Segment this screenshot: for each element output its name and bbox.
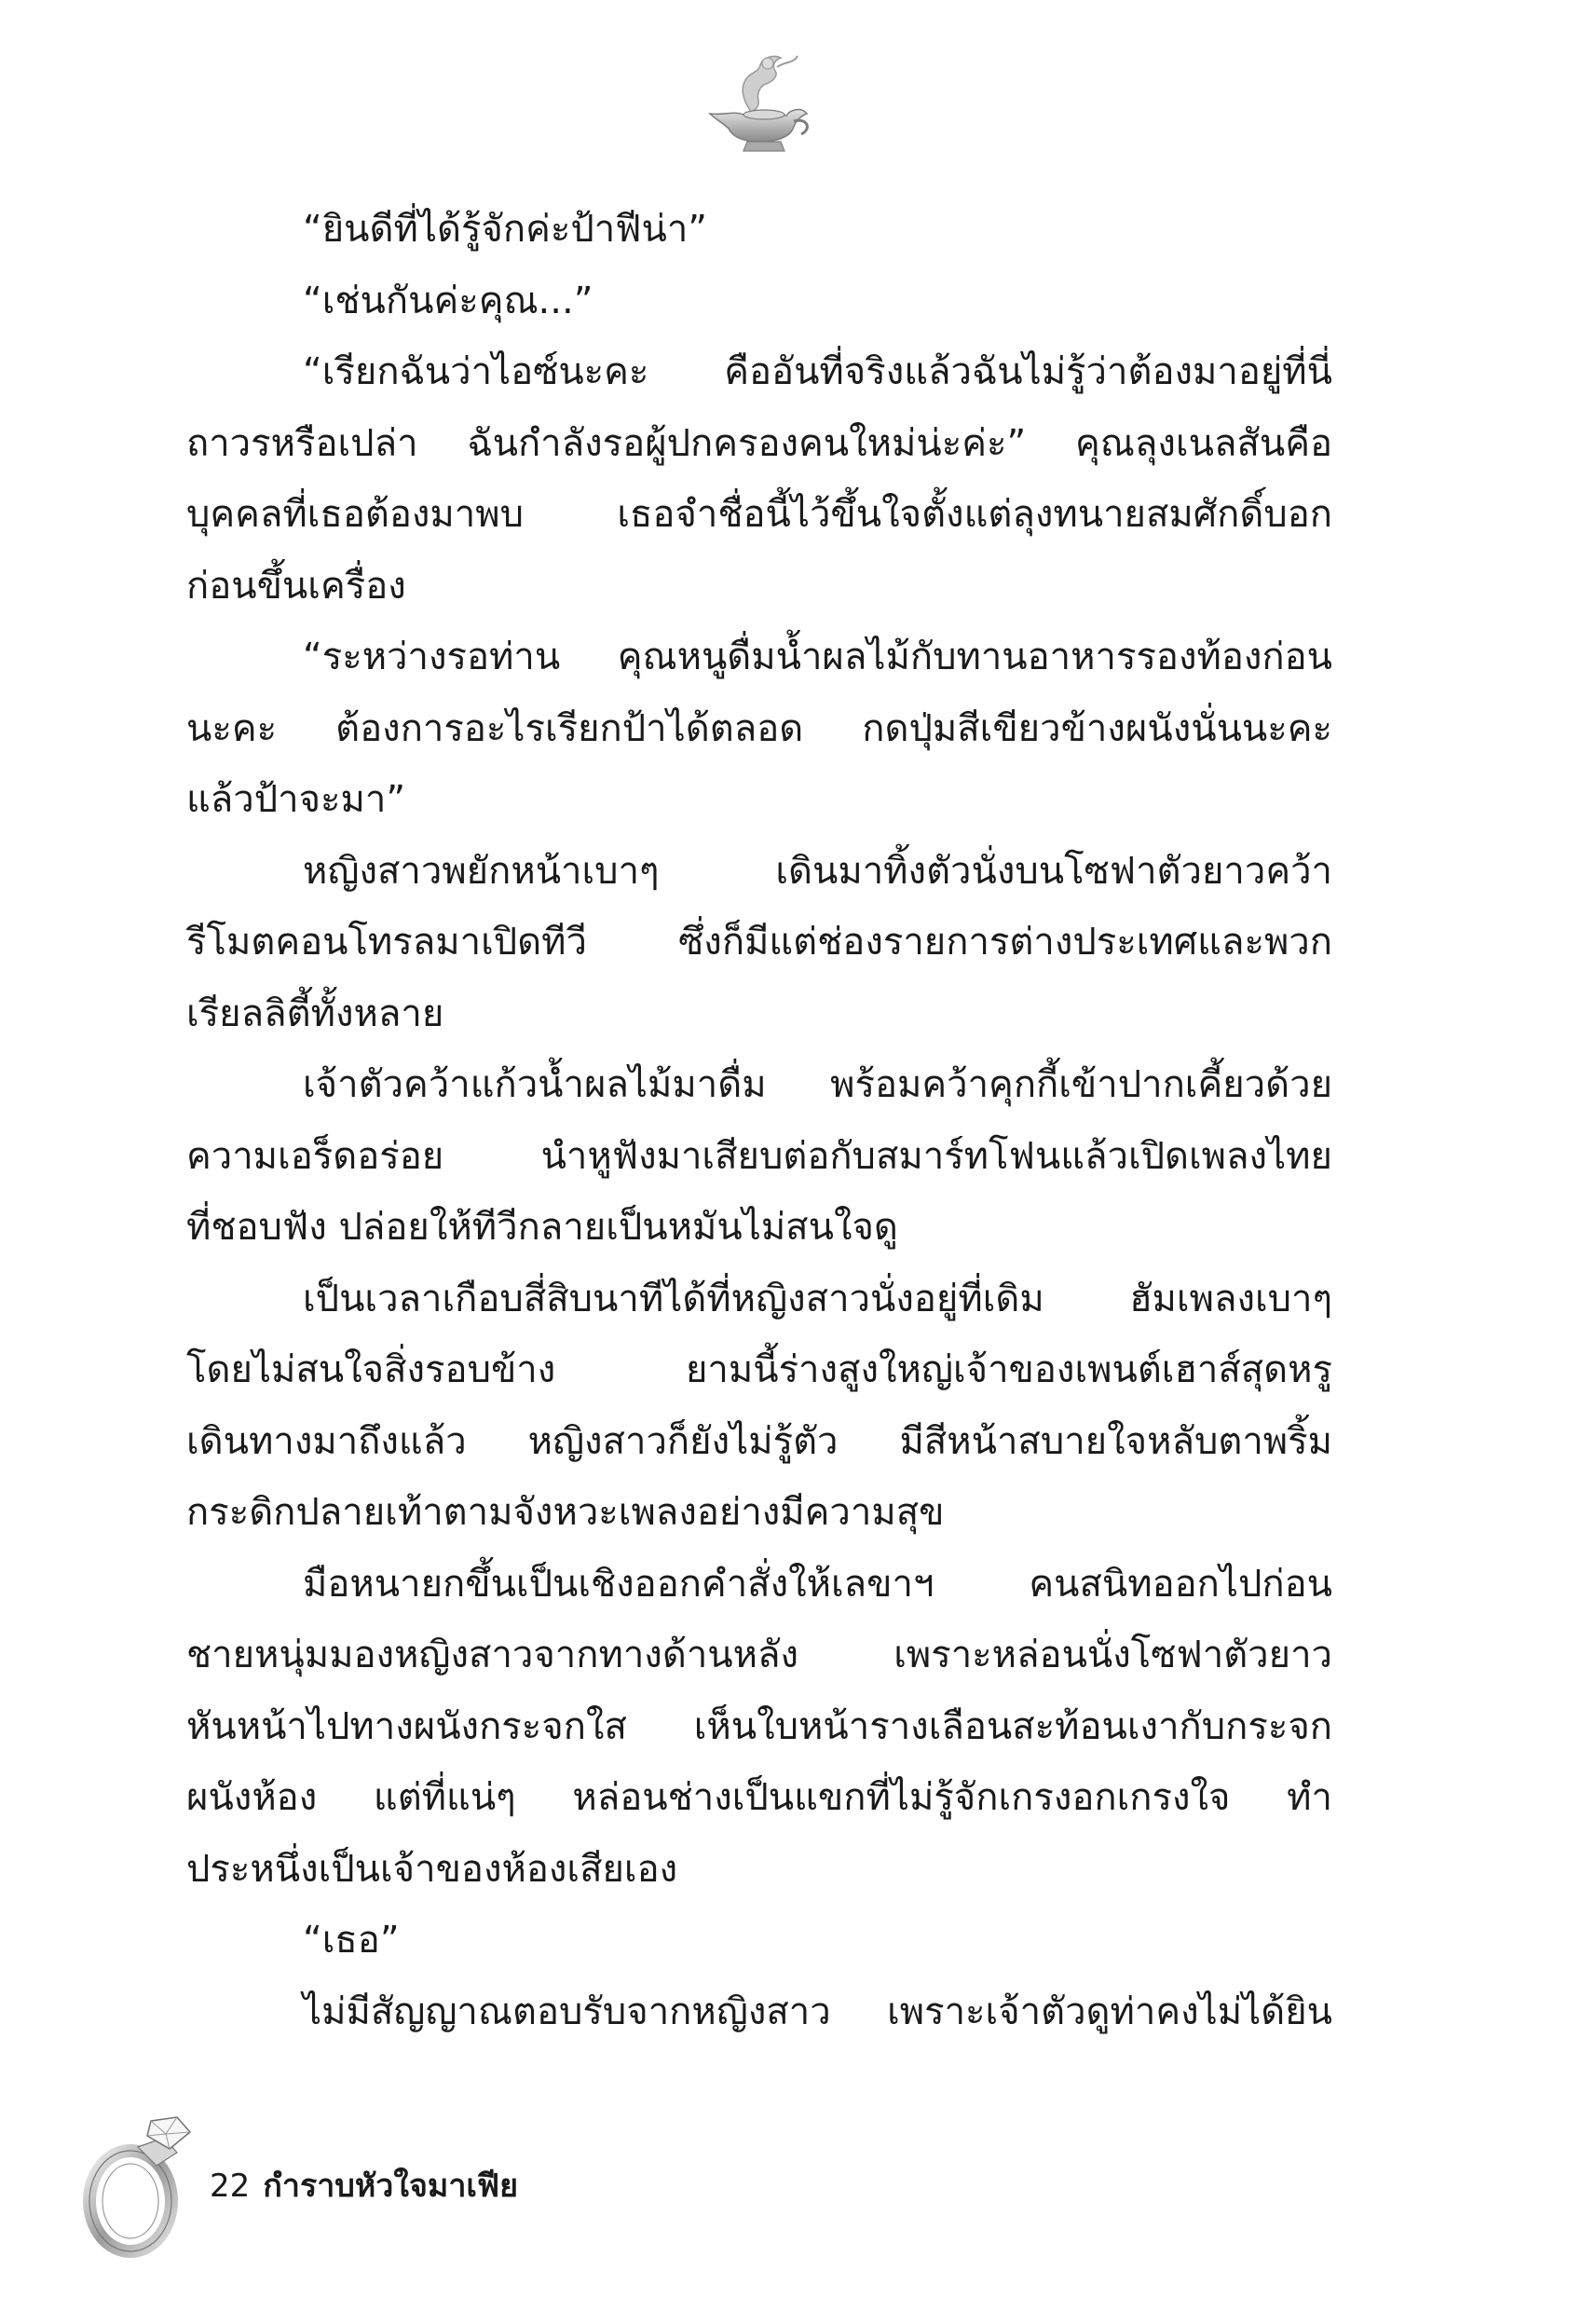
body-text-line: “เธอ” — [303, 1919, 400, 1962]
body-text-line: ก่อนขึ้นเครื่อง — [186, 564, 406, 608]
diamond-ring-icon — [73, 2108, 212, 2262]
body-text-line: ชายหนุ่มมองหญิงสาวจากทางด้านหลัง เพราะหล่อนนั่งโซฟาตัวยาว — [186, 1634, 1332, 1676]
body-text-line: แล้วป้าจะมา” — [186, 778, 406, 821]
body-text-line: รีโมตคอนโทรลมาเปิดทีวี ซึ่งก็มีแต่ช่องรายการต่างประเทศและพวก — [186, 921, 1332, 964]
body-text-line: เดินทางมาถึงแล้ว หญิงสาวก็ยังไม่รู้ตัว มีสีหน้าสบายใจหลับตาพริ้ม — [186, 1419, 1332, 1463]
book-title: กำราบหัวใจมาเฟีย — [263, 2167, 519, 2205]
body-text-line: เจ้าตัวคว้าแก้วน้ำผลไม้มาดื่ม พร้อมคว้าคุกกี้เข้าปากเคี้ยวด้วย — [303, 1063, 1332, 1106]
body-text-line: นะคะ ต้องการอะไรเรียกป้าได้ตลอด กดปุ่มสีเขียวข้างผนังนั่นนะคะ — [186, 706, 1332, 750]
body-text-line: ที่ชอบฟัง ปล่อยให้ทีวีกลายเป็นหมันไม่สนใจดู — [186, 1206, 898, 1249]
body-text-line: “เช่นกันค่ะคุณ...” — [303, 279, 593, 322]
body-text-line: มือหนายกขึ้นเป็นเชิงออกคำสั่งให้เลขาฯ คนสนิทออกไปก่อน — [303, 1562, 1332, 1606]
body-text-line: ไม่มีสัญญาณตอบรับจากหญิงสาว เพราะเจ้าตัวดูท่าคงไม่ได้ยิน — [303, 1990, 1332, 2033]
body-text-line: “ยินดีที่ได้รู้จักค่ะป้าฟีน่า” — [303, 208, 708, 251]
body-text-line: ความเอร็ดอร่อย นำหูฟังมาเสียบต่อกับสมาร์ทโฟนแล้วเปิดเพลงไทย — [186, 1134, 1332, 1178]
body-text-line: เป็นเวลาเกือบสี่สิบนาทีได้ที่หญิงสาวนั่งอยู่ที่เดิม ฮัมเพลงเบาๆ — [303, 1277, 1332, 1320]
body-text-line: กระดิกปลายเท้าตามจังหวะเพลงอย่างมีความสุข — [186, 1491, 945, 1534]
body-text-line: หญิงสาวพยักหน้าเบาๆ เดินมาทิ้งตัวนั่งบนโซฟาตัวยาวคว้า — [303, 849, 1332, 893]
body-text-line: หันหน้าไปทางผนังกระจกใส เห็นใบหน้ารางเลือนสะท้อนเงากับกระจก — [186, 1704, 1332, 1748]
page-number: 22 — [210, 2167, 251, 2205]
page-footer — [210, 2160, 518, 2210]
body-text-line: ถาวรหรือเปล่า ฉันกำลังรอผู้ปกครองคนใหม่น่ะค่ะ” คุณลุงเนลสันคือ — [186, 421, 1332, 465]
body-text-line: ประหนึ่งเป็นเจ้าของห้องเสียเอง — [186, 1847, 678, 1891]
body-text-line: ผนังห้อง แต่ที่แน่ๆ หล่อนช่างเป็นแขกที่ไม่รู้จักเกรงอกเกรงใจ ทำ — [186, 1776, 1332, 1819]
body-text-line: “ระหว่างรอท่าน คุณหนูดื่มน้ำผลไม้กับทานอาหารรองท้องก่อน — [303, 636, 1332, 678]
body-text — [186, 194, 1332, 2047]
genie-lamp-icon — [697, 48, 818, 160]
body-text-line: โดยไม่สนใจสิ่งรอบข้าง ยามนี้ร่างสูงใหญ่เจ้าของเพนต์เฮาส์สุดหรู — [186, 1348, 1332, 1391]
body-text-line: “เรียกฉันว่าไอซ์นะคะ คืออันที่จริงแล้วฉันไม่รู้ว่าต้องมาอยู่ที่นี่ — [303, 350, 1332, 393]
body-text-line: บุคคลที่เธอต้องมาพบ เธอจำชื่อนี้ไว้ขึ้นใจตั้งแต่ลุงทนายสมศักดิ์บอก — [186, 493, 1332, 536]
body-text-line: เรียลลิตี้ทั้งหลาย — [186, 991, 444, 1035]
